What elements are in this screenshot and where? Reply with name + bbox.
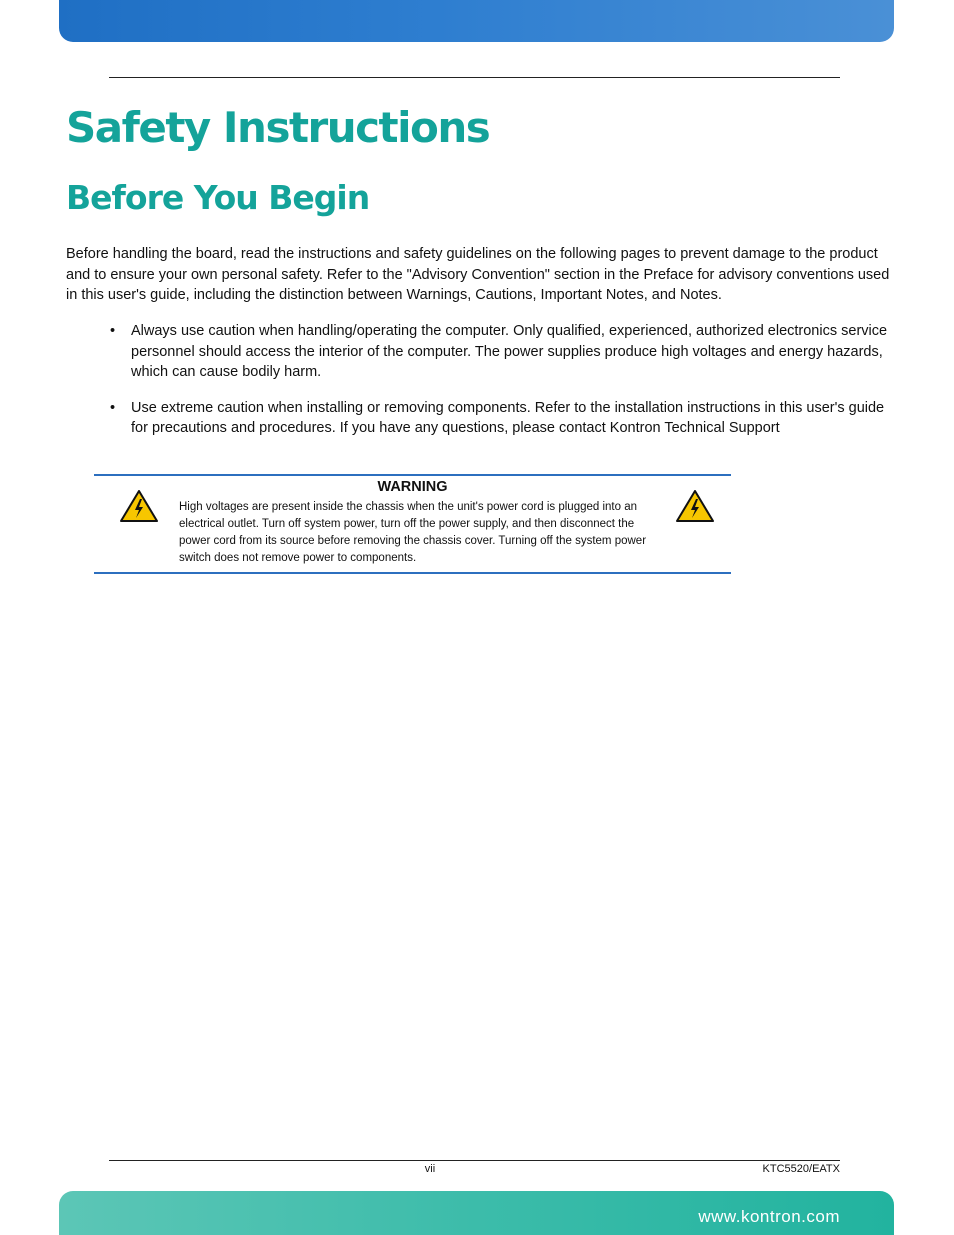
warning-box xyxy=(94,474,731,574)
list-item xyxy=(110,321,890,383)
section-title: Before You Begin xyxy=(66,178,370,217)
bullet-marker: • xyxy=(110,399,116,416)
high-voltage-warning-icon xyxy=(119,489,159,523)
header-banner xyxy=(59,0,894,42)
high-voltage-warning-icon xyxy=(675,489,715,523)
list-item xyxy=(110,398,890,439)
footer-divider xyxy=(109,1160,840,1161)
bullet-marker: • xyxy=(110,323,116,339)
intro-paragraph: Before handling the board, read the instructions and safety guidelines on the following pages to prevent damage to the product and to ensure your own personal safety. Refer to the "Advisory Convention" section in the Preface for advisory conventions used in this user's guide, including the distinction between Warnings, Cautions, Important Notes, and Notes. xyxy=(66,246,890,303)
bullet-text: Always use caution when handling/operating the computer. Only qualified, experienced, authorized electronics service personnel should access the interior of the computer. The power supplies produce high voltages and energy hazards, which can cause bodily harm. xyxy=(131,323,888,380)
bullet-text: Use extreme caution when installing or removing components. Refer to the installation instructions in this user's guide for precautions and procedures. If you have any questions, please contact Kontron Technical Support xyxy=(131,399,885,436)
page-title: Safety Instructions xyxy=(66,103,490,152)
warning-heading: WARNING xyxy=(377,479,448,495)
footer-banner xyxy=(59,1191,894,1235)
safety-bullet-list xyxy=(110,321,890,454)
page-number: vii xyxy=(424,1163,436,1175)
header-divider xyxy=(109,77,840,78)
warning-text: High voltages are present inside the chassis when the unit's power cord is plugged into an electrical outlet. Turn off system power, turn off the power supply, and then disconnect the power cord from its source before removing the chassis cover. Turning off the system power switch does not remove power to components. xyxy=(179,501,647,564)
document-id: KTC5520/EATX xyxy=(762,1163,840,1175)
website-link[interactable]: www.kontron.com xyxy=(698,1207,840,1226)
